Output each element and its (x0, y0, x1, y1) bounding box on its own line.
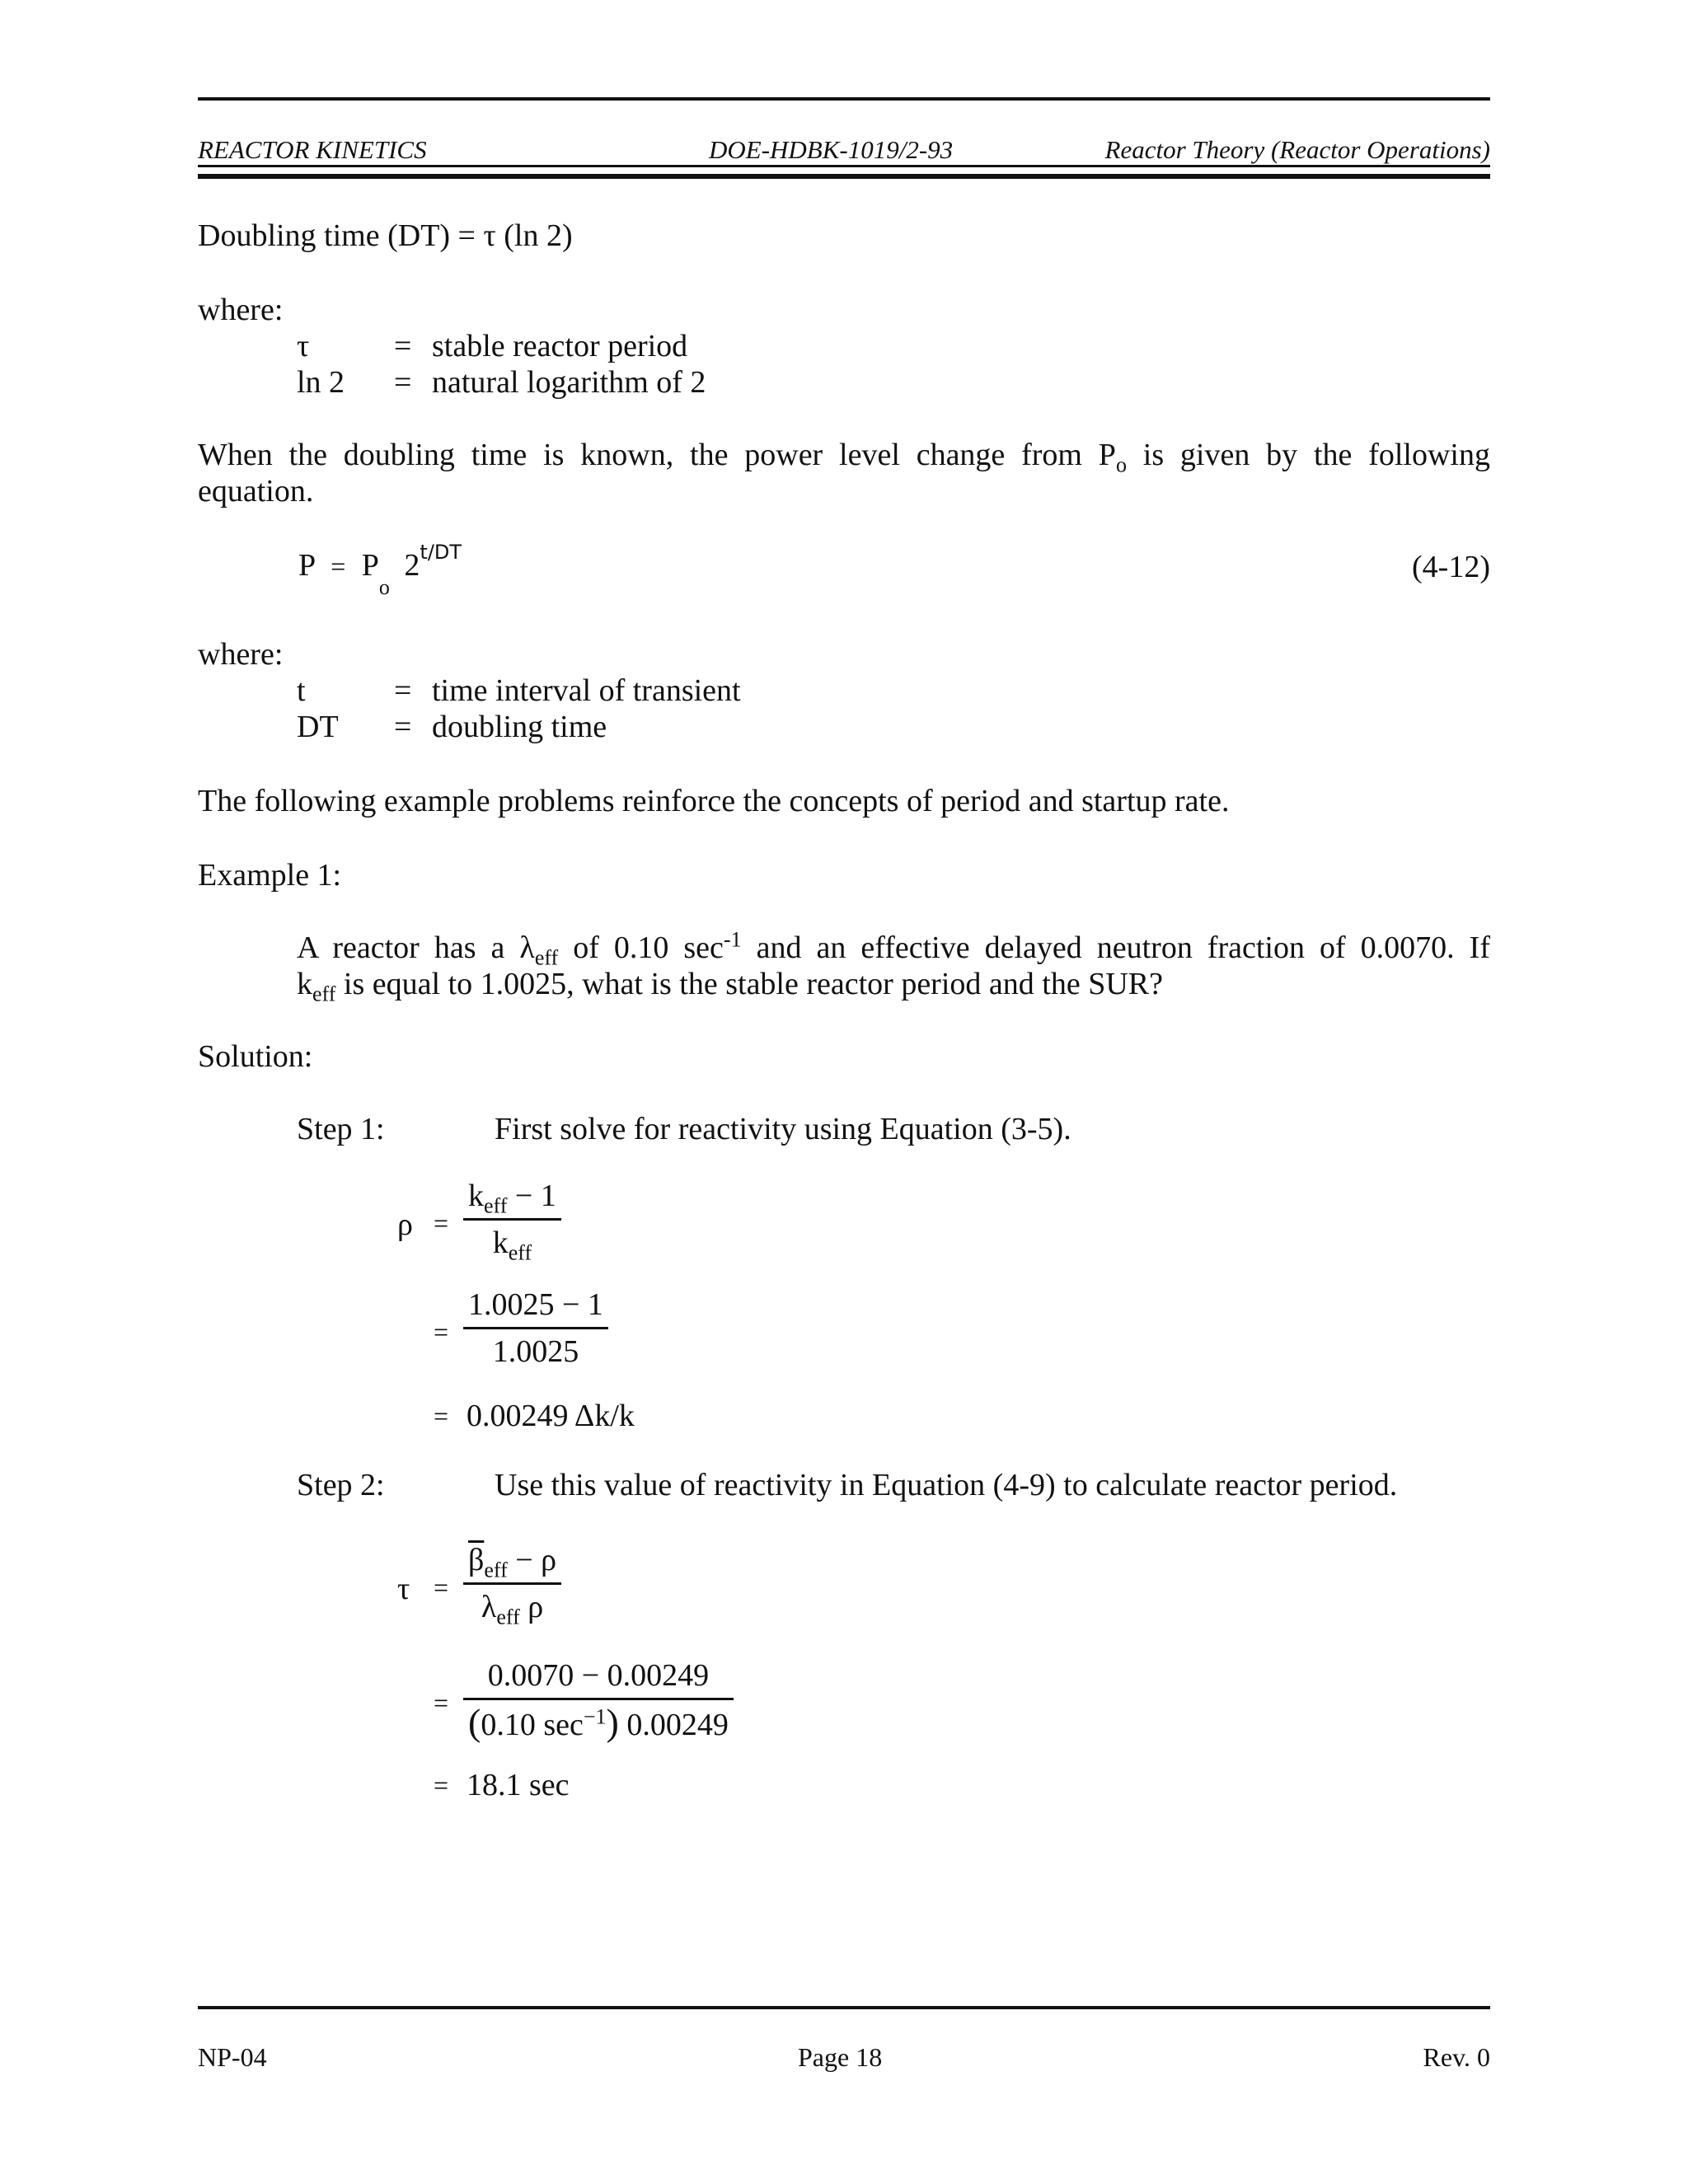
where-label-1: where: (198, 293, 284, 327)
def-symbol: τ (297, 329, 310, 363)
subscript: eff (312, 982, 336, 1006)
footer-rule (198, 2006, 1490, 2009)
tau-result: 18.1 sec (467, 1768, 570, 1802)
header-top-rule (198, 97, 1490, 101)
text-run: − 1 (507, 1179, 556, 1213)
text-run: k (492, 1226, 509, 1260)
superscript: −1 (583, 1704, 607, 1729)
example-title: Example 1: (198, 858, 342, 893)
header-left: REACTOR KINETICS (198, 135, 427, 164)
text-run: of 0.10 sec (558, 930, 724, 965)
paragraph-line: equation. (198, 474, 314, 509)
fraction-bar (463, 1218, 561, 1221)
text-run: − ρ (507, 1543, 557, 1577)
text-run: is equal to 1.0025, what is the stable reactor period and the SUR? (335, 967, 1163, 1001)
equals-sign: = (434, 1572, 449, 1602)
fraction-rho-symbolic (463, 1177, 561, 1265)
paren: ( (468, 1701, 481, 1743)
fraction-tau-numeric (463, 1657, 734, 1744)
equals-sign: = (434, 1317, 449, 1347)
def-equals: = (394, 710, 412, 744)
tau-symbol: τ (483, 218, 496, 253)
text-run: 0.00249 (618, 1708, 729, 1742)
doubling-suffix: (ln 2) (495, 218, 573, 253)
def-symbol: DT (297, 710, 339, 744)
step-text: First solve for reactivity using Equation (3-5). (495, 1112, 1071, 1146)
fraction-bar (463, 1698, 734, 1700)
def-equals: = (394, 673, 412, 708)
text-run: ρ (519, 1590, 544, 1624)
subscript: o (378, 574, 390, 599)
equation-4-12 (298, 541, 462, 599)
denominator (476, 1588, 548, 1629)
eq-equals: = (331, 551, 346, 581)
eq-base: 2 (404, 548, 420, 583)
subscript: eff (496, 1605, 520, 1629)
equals-sign: = (434, 1770, 449, 1800)
header-bottom-rule-thick (198, 174, 1490, 179)
subscript: eff (508, 1240, 532, 1265)
text-run: k (297, 967, 312, 1001)
subscript: eff (484, 1558, 508, 1582)
eq-exponent: t/DT (420, 541, 462, 565)
rho-lhs: ρ (397, 1207, 413, 1242)
paren: ) (606, 1701, 619, 1743)
tau-lhs: τ (397, 1572, 410, 1606)
paragraph-example-intro: The following example problems reinforce the concepts of period and startup rate. (198, 784, 1230, 818)
footer-page-number: Page 18 (798, 2042, 883, 2072)
denominator (488, 1224, 537, 1265)
fraction-bar (463, 1582, 561, 1585)
paragraph-line (297, 966, 1490, 1006)
solution-title: Solution: (198, 1039, 313, 1074)
superscript: -1 (723, 927, 742, 952)
text-run: and an effective delayed neutron fraction of 0.0070. If (741, 930, 1490, 965)
fraction-bar (463, 1327, 608, 1329)
header-right: Reactor Theory (Reactor Operations) (1104, 135, 1490, 164)
eq-p0: P (361, 548, 379, 583)
def-symbol: t (297, 673, 306, 708)
paragraph-line (198, 437, 1490, 477)
def-equals: = (394, 365, 412, 400)
subscript: eff (534, 945, 559, 970)
equals-sign: = (434, 1401, 449, 1431)
equals-sign: = (434, 1688, 449, 1718)
numerator: 0.0070 − 0.00249 (487, 1658, 710, 1693)
text-run: is given by the following (1126, 438, 1490, 472)
subscript: eff (484, 1193, 508, 1218)
lambda-symbol: λ (519, 930, 535, 965)
equation-number: (4-12) (1412, 550, 1490, 584)
def-description: time interval of transient (432, 673, 741, 708)
numerator: 1.0025 − 1 (468, 1287, 603, 1322)
step-label: Step 2: (297, 1468, 385, 1502)
subscript: o (1115, 452, 1127, 477)
header-bottom-rule-thin (198, 165, 1490, 167)
def-description: doubling time (432, 710, 607, 744)
paragraph-line (297, 927, 1490, 970)
numerator (463, 1541, 561, 1582)
header-center: DOE-HDBK-1019/2-93 (709, 135, 954, 164)
rho-result: 0.00249 Δk/k (467, 1399, 635, 1433)
text-run: 0.10 sec (481, 1708, 584, 1742)
doubling-prefix: Doubling time (DT) = (198, 218, 484, 253)
denominator (463, 1701, 734, 1744)
def-description: stable reactor period (432, 329, 688, 363)
footer-left: NP-04 (198, 2042, 267, 2072)
where-label-2: where: (198, 637, 284, 672)
beta-bar-symbol: $\overline{\beta}$ (468, 1543, 485, 1577)
text-run: A reactor has a (297, 930, 520, 965)
fraction-tau-symbolic (463, 1541, 561, 1629)
text-run: k (468, 1179, 484, 1213)
eq-p: P (298, 548, 315, 583)
lambda-symbol: λ (481, 1590, 497, 1624)
def-symbol: ln 2 (297, 365, 345, 400)
def-equals: = (394, 329, 412, 363)
denominator: 1.0025 (492, 1334, 579, 1369)
step-text: Use this value of reactivity in Equation (4-9) to calculate reactor period. (495, 1468, 1398, 1502)
equals-sign: = (434, 1208, 449, 1238)
paragraph-doubling-known (198, 437, 1490, 509)
doubling-time-formula (198, 218, 573, 254)
fraction-rho-numeric (463, 1286, 608, 1371)
step-label: Step 1: (297, 1112, 385, 1146)
numerator (463, 1177, 561, 1218)
example-statement (297, 927, 1490, 1006)
def-description: natural logarithm of 2 (432, 365, 706, 400)
footer-right: Rev. 0 (1423, 2042, 1490, 2072)
text-run: When the doubling time is known, the power level change from P (198, 438, 1116, 472)
